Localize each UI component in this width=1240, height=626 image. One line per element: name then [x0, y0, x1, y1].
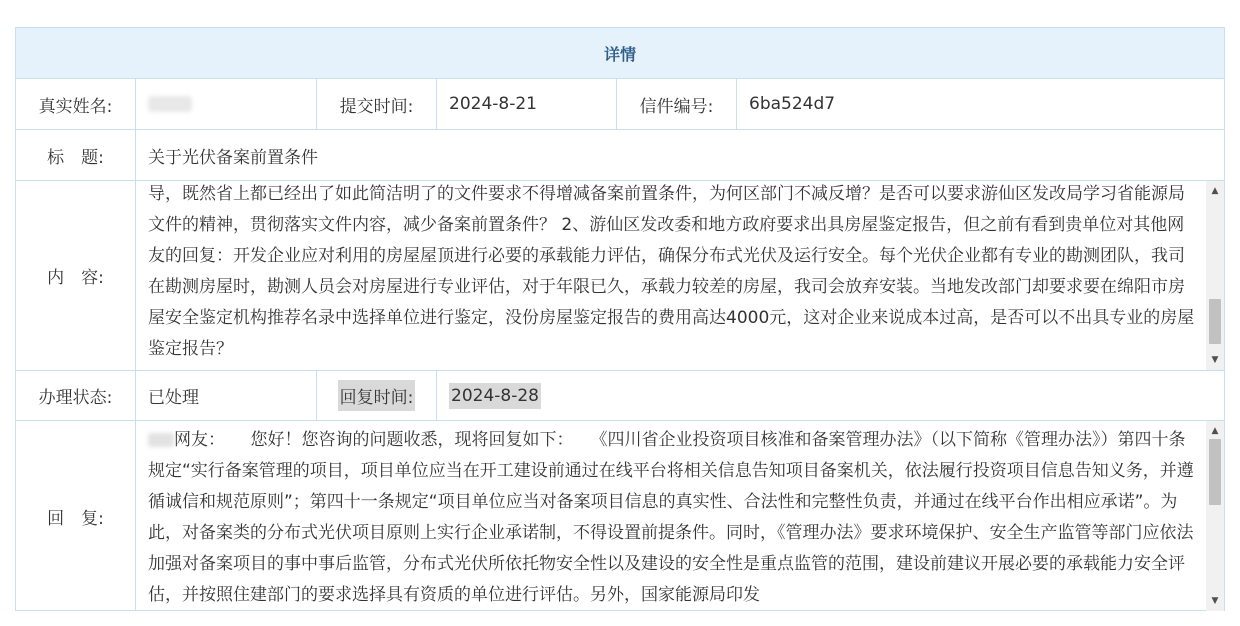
- content-scroll-area[interactable]: [136, 181, 1224, 370]
- content-text: 导，既然省上都已经出了如此简洁明了的文件要求不得增减备案前置条件，为何区部门不减反增？是否可以要求游仙区发改局学习省能源局文件的精神，贯彻落实文件内容，减少备案前置条件？ 2、游仙区发改委和地方政府要求出具房屋鉴定报告，但之前有看到贵单位对其他网友的回复：开发企业应对利用的房屋屋顶进行必要的承载能力评估，确保分布式光伏及运行安全。每个光伏企业都有专业的勘测团队，我司在勘测房屋时，勘测人员会对房屋进行专业评估，对于年限已久，承载力较差的房屋，我司会放弃安装。当地发改部门却要求要在绵阳市房屋安全鉴定机构推荐名录中选择单位进行鉴定，没份房屋鉴定报告的费用高达4000元，这对企业来说成本过高，是否可以不出具专业的房屋鉴定报告？: [148, 184, 1195, 359]
- table-header: [16, 28, 1224, 79]
- reply-scrollbar[interactable]: [1206, 421, 1224, 611]
- scroll-up-icon[interactable]: ▲: [1211, 186, 1219, 196]
- row-content: [16, 181, 1224, 371]
- submit-time-value: 2024-8-21: [437, 79, 617, 129]
- reply-label: 回 复:: [16, 421, 136, 611]
- row-reply: [16, 421, 1224, 611]
- reply-time-label-cell: [317, 371, 437, 420]
- status-value: 已处理: [136, 371, 317, 420]
- name-label: 真实姓名:: [16, 79, 136, 129]
- content-scroll-thumb[interactable]: [1209, 299, 1221, 344]
- scroll-down-icon[interactable]: ▼: [1211, 355, 1219, 365]
- reply-time-value: 2024-8-28: [449, 383, 541, 409]
- row-basic-info: [16, 79, 1224, 130]
- redacted-name: [148, 96, 192, 112]
- letter-number-value: 6ba524d7: [749, 94, 836, 114]
- scroll-up-icon[interactable]: ▲: [1211, 426, 1219, 436]
- redacted-netizen: [148, 433, 174, 447]
- scroll-down-icon[interactable]: ▼: [1211, 596, 1219, 606]
- submit-time-label: 提交时间:: [317, 79, 437, 129]
- letter-number-label: 信件编号:: [617, 79, 737, 129]
- detail-table: [15, 27, 1225, 611]
- row-title: [16, 130, 1224, 181]
- reply-time-label: 回复时间:: [338, 380, 416, 411]
- content-label: 内 容:: [16, 181, 136, 370]
- reply-scroll-thumb[interactable]: [1209, 439, 1221, 505]
- status-label: 办理状态:: [16, 371, 136, 420]
- page-title: 详情: [603, 44, 636, 64]
- reply-scroll-area[interactable]: [136, 421, 1224, 611]
- title-value: 关于光伏备案前置条件: [148, 147, 318, 168]
- row-status: [16, 371, 1224, 421]
- reply-text-block: [148, 425, 1200, 611]
- content-scrollbar[interactable]: [1206, 181, 1224, 370]
- reply-prefix: 网友：: [174, 430, 217, 450]
- name-value: [136, 79, 317, 129]
- title-label: 标 题:: [16, 130, 136, 180]
- reply-text: 您好！您咨询的问题收悉，现将回复如下： 《四川省企业投资项目核准和备案管理办法》（以下简称《管理办法》）第四十条规定“实行备案管理的项目，项目单位应当在开工建设前通过在线平台将相关信息告知项目备案机关，依法履行投资项目信息告知义务，并遵循诚信和规范原则”；第四十一条规定“项目单位应当对备案项目信息的真实性、合法性和完整性负责，并通过在线平台作出相应承诺”。为此，对备案类的分布式光伏项目原则上实行企业承诺制，不得设置前提条件。同时，《管理办法》要求环境保护、安全生产监管等部门应依法加强对备案项目的事中事后监管，分布式光伏所依托物安全性以及建设的安全性是重点监管的范围，建设前建议开展必要的承载能力安全评估，并按照住建部门的要求选择具有资质的单位进行评估。另外，国家能源局印发: [148, 430, 1194, 605]
- reply-time-value-cell: [437, 371, 1224, 420]
